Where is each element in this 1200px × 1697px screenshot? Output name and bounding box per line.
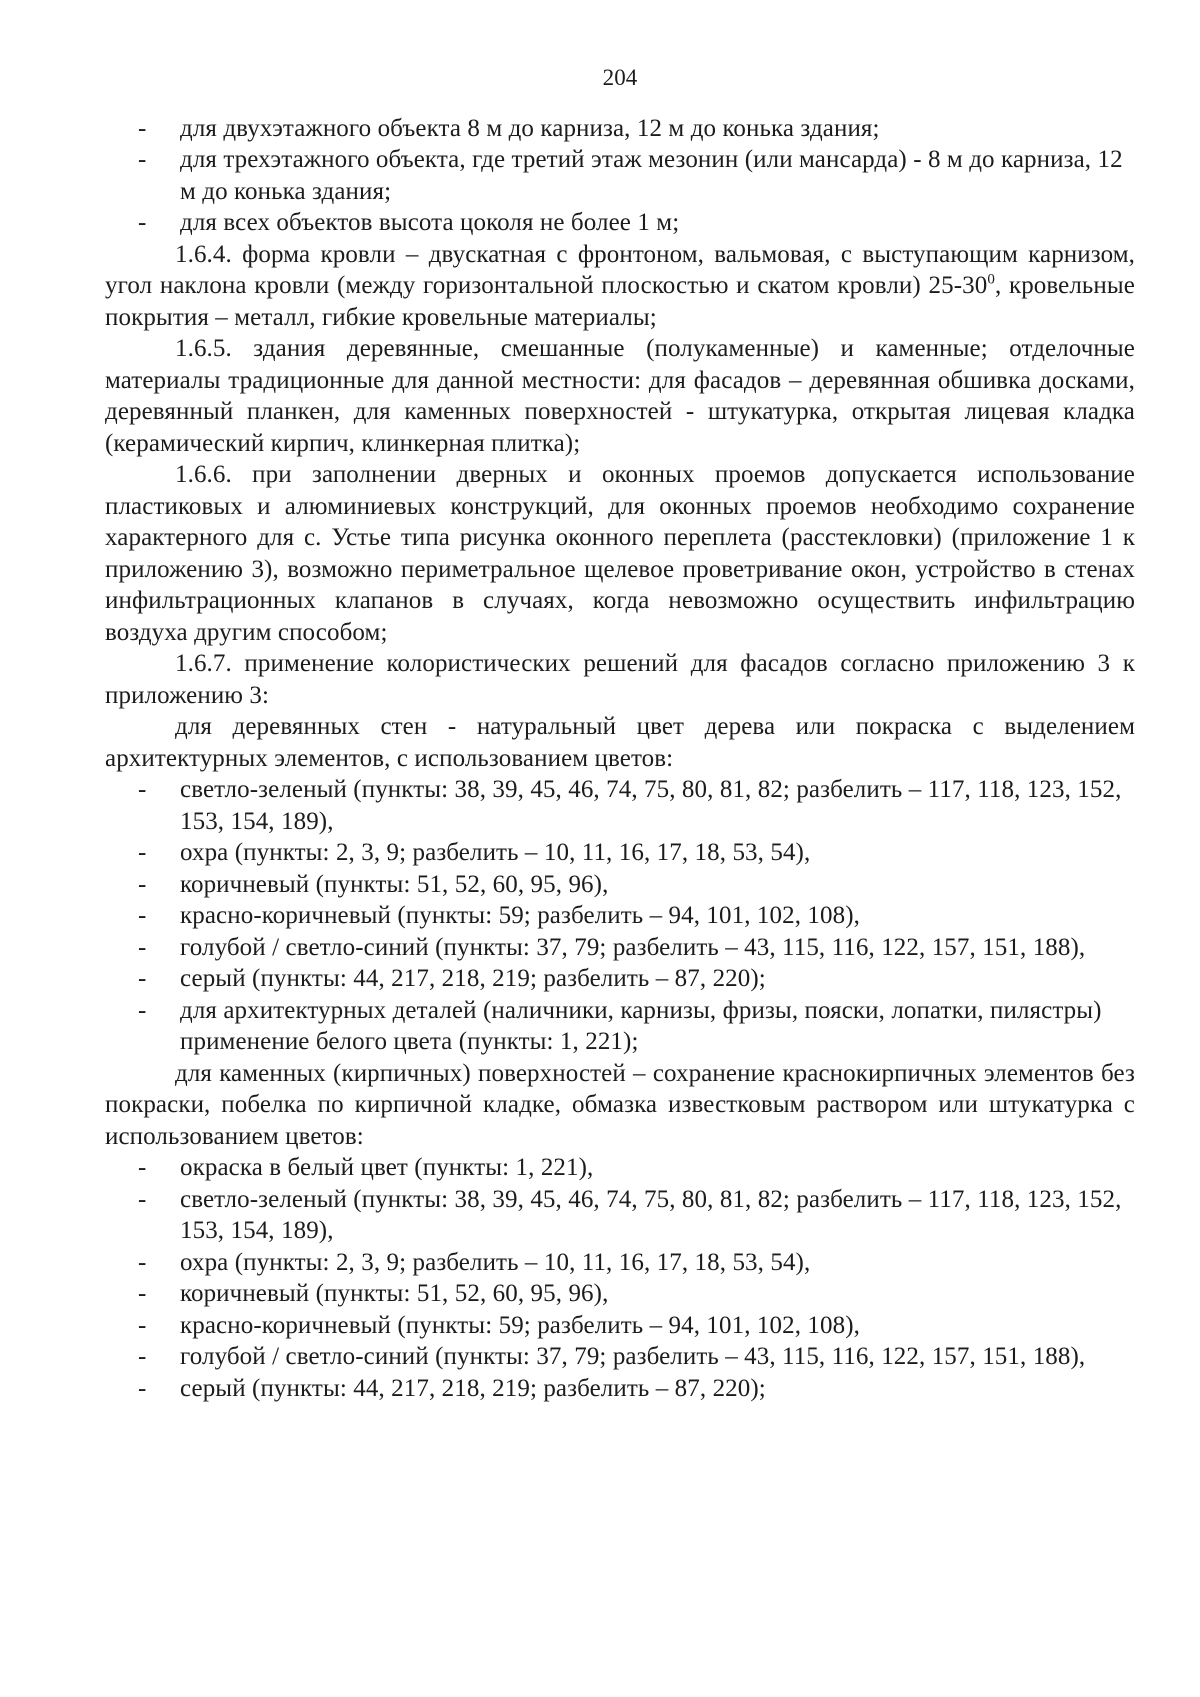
list-item <box>105 774 1135 837</box>
list-item-text: голубой / светло-синий (пункты: 37, 79; разбелить – 43, 115, 116, 122, 157, 151, 188), <box>180 933 1086 961</box>
list-item-text: охра (пункты: 2, 3, 9; разбелить – 10, 11, 16, 17, 18, 53, 54), <box>180 1248 811 1276</box>
list-item-text: серый (пункты: 44, 217, 218, 219; разбелить – 87, 220); <box>180 1374 766 1402</box>
list-item-text: серый (пункты: 44, 217, 218, 219; разбелить – 87, 220); <box>180 965 766 992</box>
stone-surfaces-intro: для каменных (кирпичных) поверхностей – сохранение краснокирпичных элементов без покраски, побелка по кирпичной кладке, обмазка известковым раствором или штукатурка с использованием цветов: <box>105 1059 1135 1150</box>
list-item <box>105 1373 1135 1405</box>
paragraph-text: 1.6.4. форма кровли – двускатная с фронтоном, вальмовая, с выступающим карнизом, угол наклона кровли (между горизонтальной плоскостью и скатом кровли) 25-30 <box>105 240 1135 299</box>
list-item-text: коричневый (пункты: 51, 52, 60, 95, 96), <box>180 870 609 898</box>
paragraph-1-6-7: 1.6.7. применение колористических решений для фасадов согласно приложению 3 к приложению 3: <box>105 650 1135 709</box>
list-item <box>105 207 1135 239</box>
list-item-text: охра (пункты: 2, 3, 9; разбелить – 10, 11, 16, 17, 18, 53, 54), <box>180 839 811 866</box>
list-dash: - <box>138 933 147 961</box>
list-dash: - <box>138 1311 147 1339</box>
paragraph-text: , кровельные покрытия – металл, гибкие кровельные материалы; <box>105 272 1135 331</box>
list-dash: - <box>138 1154 147 1181</box>
degree-superscript: 0 <box>987 271 995 288</box>
list-dash: - <box>138 870 147 898</box>
stone-color-list <box>105 1152 1135 1404</box>
list-dash: - <box>138 1343 147 1370</box>
list-item-text: светло-зеленый (пункты: 38, 39, 45, 46, 74, 75, 80, 81, 82; разбелить – 117, 118, 123, 152, 153, 154, 189), <box>180 1185 1122 1244</box>
top-list <box>105 113 1135 239</box>
list-item-text: красно-коричневый (пункты: 59; разбелить – 94, 101, 102, 108), <box>180 902 861 929</box>
list-item <box>105 963 1135 995</box>
list-item-text: для всех объектов высота цоколя не более 1 м; <box>180 209 680 236</box>
list-item <box>105 1247 1135 1279</box>
list-dash: - <box>138 902 147 929</box>
list-dash: - <box>138 1248 147 1276</box>
document-page <box>105 62 1135 1404</box>
list-item <box>105 869 1135 901</box>
list-item <box>105 1310 1135 1342</box>
list-item-text: для двухэтажного объекта 8 м до карниза, 12 м до конька здания; <box>180 114 880 142</box>
list-dash: - <box>138 114 147 142</box>
paragraph-1-6-6: 1.6.6. при заполнении дверных и оконных проемов допускается использование пластиковых и алюминиевых конструкций, для оконных проемов необходимо сохранение характерного для с. Устье типа рисунка оконного переплета (расстекловки) (приложение 1 к приложению 3), возможно периметральное щелевое проветривание окон, устройство в стенах инфильтрационных клапанов в случаях, когда невозможно осуществить инфильтрацию воздуха другим способом; <box>105 461 1135 646</box>
list-item <box>105 1278 1135 1310</box>
paragraph-1-6-4 <box>105 239 1135 334</box>
list-dash: - <box>138 996 147 1024</box>
list-item-text: красно-коричневый (пункты: 59; разбелить – 94, 101, 102, 108), <box>180 1311 861 1339</box>
paragraph-1-6-5: 1.6.5. здания деревянные, смешанные (полукаменные) и каменные; отделочные материалы традиционные для данной местности: для фасадов – деревянная обшивка досками, деревянный планкен, для каменных поверхностей - штукатурка, открытая лицевая кладка (керамический кирпич, клинкерная плитка); <box>105 335 1135 457</box>
list-dash: - <box>138 965 147 992</box>
list-dash: - <box>138 1185 147 1213</box>
list-dash: - <box>138 146 147 173</box>
list-item <box>105 1184 1135 1247</box>
list-dash: - <box>138 839 147 866</box>
list-item <box>105 113 1135 145</box>
list-dash: - <box>138 1374 147 1402</box>
list-item <box>105 837 1135 869</box>
list-item <box>105 144 1135 207</box>
list-item-text: окраска в белый цвет (пункты: 1, 221), <box>180 1154 594 1181</box>
list-dash: - <box>138 776 147 803</box>
list-dash: - <box>138 209 147 236</box>
list-item <box>105 900 1135 932</box>
list-item-text: коричневый (пункты: 51, 52, 60, 95, 96), <box>180 1280 609 1307</box>
page-number: 204 <box>602 65 638 90</box>
list-item-text: голубой / светло-синий (пункты: 37, 79; разбелить – 43, 115, 116, 122, 157, 151, 188), <box>180 1343 1086 1370</box>
list-item <box>105 995 1135 1058</box>
list-item <box>105 1341 1135 1373</box>
wood-walls-intro: для деревянных стен - натуральный цвет дерева или покраска с выделением архитектурных элементов, с использованием цветов: <box>105 713 1135 772</box>
list-item-text: светло-зеленый (пункты: 38, 39, 45, 46, 74, 75, 80, 81, 82; разбелить – 117, 118, 123, 152, 153, 154, 189), <box>180 776 1122 835</box>
list-item-text: для трехэтажного объекта, где третий этаж мезонин (или мансарда) - 8 м до карниза, 12 м до конька здания; <box>180 146 1123 205</box>
list-dash: - <box>138 1280 147 1307</box>
wood-color-list <box>105 774 1135 1058</box>
list-item-text: для архитектурных деталей (наличники, карнизы, фризы, пояски, лопатки, пилястры) применение белого цвета (пункты: 1, 221); <box>180 996 1102 1055</box>
list-item <box>105 1152 1135 1184</box>
list-item <box>105 932 1135 964</box>
